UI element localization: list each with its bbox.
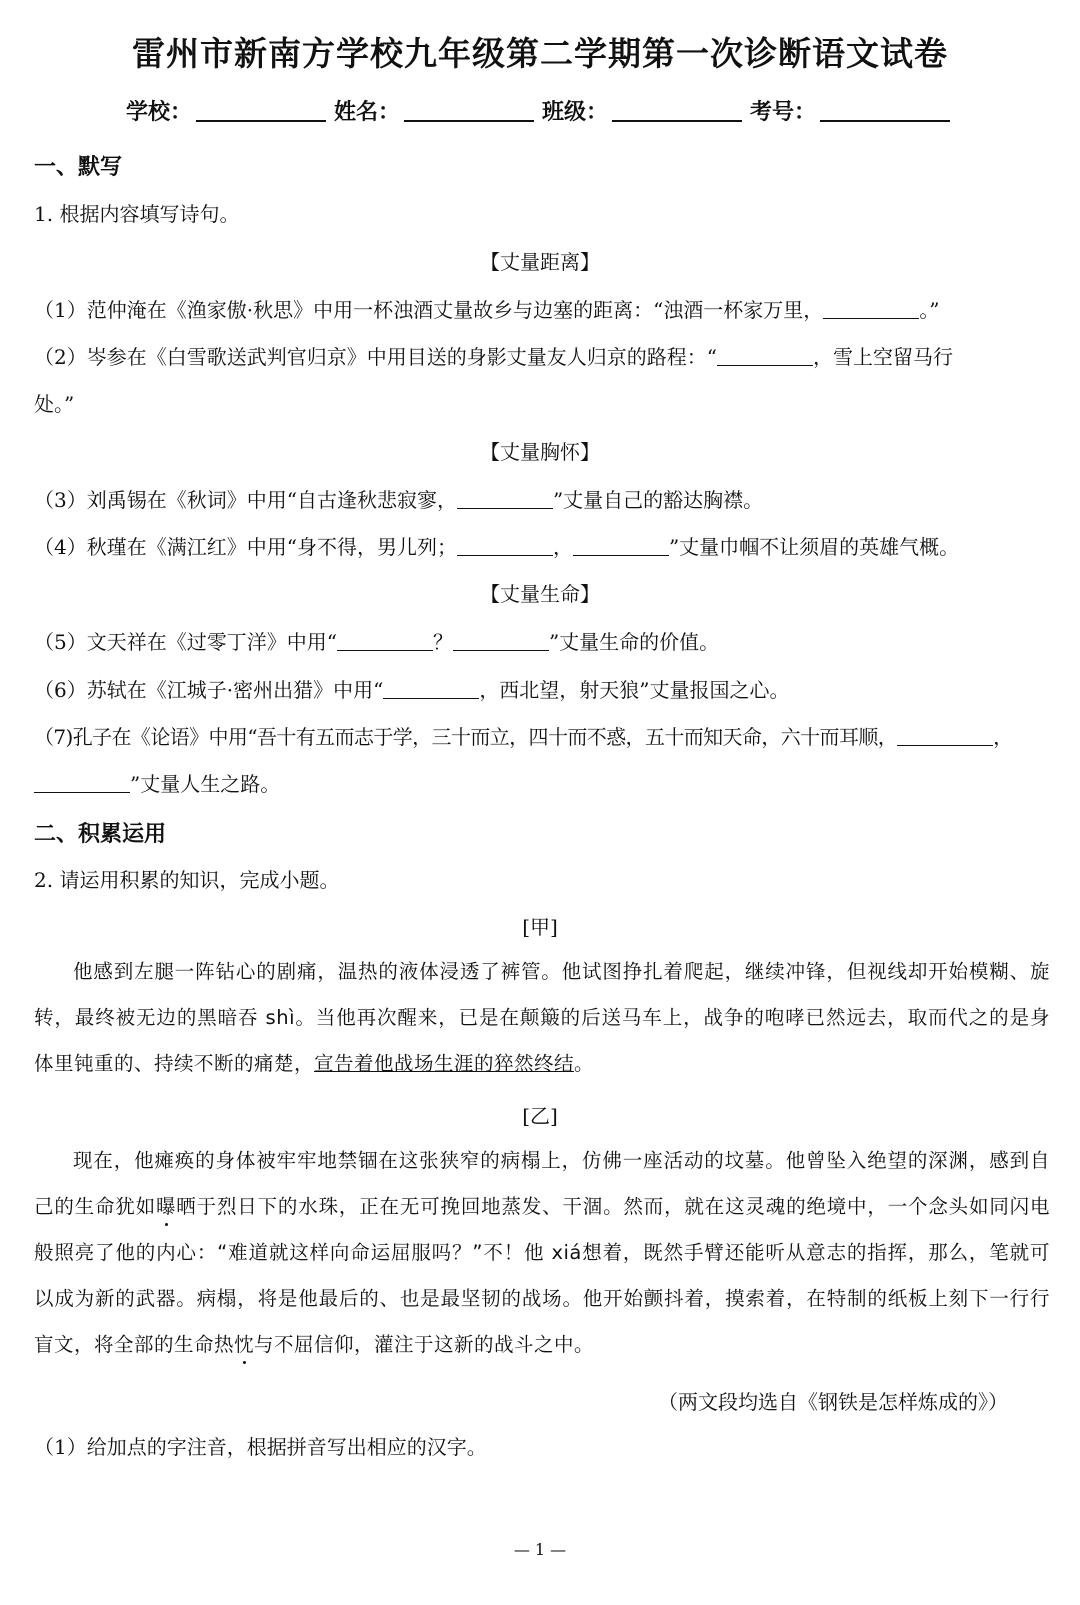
item3: （3）刘禹锡在《秋词》中用“自古逢秋悲寂寥， ”丈量自己的豁达胸襟。 <box>34 488 764 512</box>
item5: （5）文天祥在《过零丁洋》中用“ ？ ”丈量生命的价值。 <box>34 630 720 654</box>
item2: （2）岑参在《白雪歌送武判官归京》中用目送的身影丈量友人归京的路程：“ ，雪上空留马行 <box>34 345 953 369</box>
exam-title: 雷州市新南方学校九年级第二学期第一次诊断语文试卷 <box>132 34 948 73</box>
q1-stem: 1. 根据内容填写诗句。 <box>34 202 240 226</box>
source-note: （两文段均选自《钢铁是怎样炼成的》） <box>658 1390 1008 1414</box>
item4-blank-a[interactable] <box>457 535 553 556</box>
item4-blank-b[interactable] <box>573 535 669 556</box>
dotted-char-1: 曝 <box>155 1195 177 1218</box>
student-info-row <box>0 95 1080 126</box>
item5-blank-b[interactable] <box>453 630 549 651</box>
name-blank[interactable] <box>404 100 534 122</box>
item2-cont: 处。” <box>34 392 75 416</box>
section1-heading: 一、默写 <box>34 155 123 180</box>
item4: （4）秋瑾在《满江红》中用“身不得，男儿列； ， ”丈量巾帼不让须眉的英雄气概。 <box>34 535 960 559</box>
number-field: 考号： <box>750 95 954 126</box>
group-life: 【丈量生命】 <box>480 582 600 606</box>
school-blank[interactable] <box>196 100 326 122</box>
page-number: — 1 — <box>513 1540 567 1559</box>
item7-blank-b[interactable] <box>34 772 130 793</box>
item6: （6）苏轼在《江城子·密州出猎》中用“ ，西北望，射天狼”丈量报国之心。 <box>34 678 790 702</box>
dotted-char-2: 忱 <box>234 1333 255 1356</box>
q2-stem: 2. 请运用积累的知识，完成小题。 <box>34 868 340 892</box>
group-distance: 【丈量距离】 <box>480 250 600 274</box>
item7-cont: ”丈量人生之路。 <box>34 770 280 798</box>
underlined-sentence: 宣告着他战场生涯的猝然终结 <box>314 1052 575 1075</box>
item1: （1）范仲淹在《渔家傲·秋思》中用一杯浊酒丈量故乡与边塞的距离：“浊酒一杯家万里， 。” <box>34 298 940 322</box>
passage-yi-label: [乙] <box>522 1104 558 1128</box>
item2-blank[interactable] <box>717 345 813 366</box>
sub-question-1: （1）给加点的字注音，根据拼音写出相应的汉字。 <box>34 1435 487 1459</box>
class-field: 班级： <box>542 95 746 126</box>
section2-heading: 二、积累运用 <box>34 822 167 847</box>
passage-jia: 他感到左腿一阵钻心的剧痛，温热的液体浸透了裤管。他试图挣扎着爬起，继续冲锋，但视线却开始模糊、旋转，最终被无边的黑暗吞 shì。当他再次醒来，已是在颠簸的后送马车上，战争的咆哮已然远去，取而代之的是身体里钝重的、持续不断的痛楚，宣告着他战场生涯的猝然终结。 <box>34 960 1050 1075</box>
item1-blank[interactable] <box>823 298 919 319</box>
item3-blank[interactable] <box>457 488 553 509</box>
item5-blank-a[interactable] <box>337 630 433 651</box>
number-blank[interactable] <box>820 100 950 122</box>
item7: （7)孔子在《论语》中用“吾十有五而志于学，三十而立，四十而不惑，五十而知天命，六十而耳顺， ， <box>34 725 1013 749</box>
item7-blank-a[interactable] <box>897 725 993 746</box>
passage-yi: 现在，他瘫痪的身体被牢牢地禁锢在这张狭窄的病榻上，仿佛一座活动的坟墓。他曾坠入绝望的深渊，感到自己的生命犹如曝晒于烈日下的水珠，正在无可挽回地蒸发、干涸。然而，就在这灵魂的绝境中，一个念头如同闪电般照亮了他的内心：“难道就这样向命运屈服吗？”不！他 xiá想着，既然手臂还能听从意志的指挥，那么，笔就可以成为新的武器。病榻，将是他最后的、也是最坚韧的战场。他开始颤抖着，摸索着，在特制的纸板上刻下一行行盲文，将全部的生命热忱与不屈信仰，灌注于这新的战斗之中。 <box>34 1149 1050 1356</box>
passage-jia-label: [甲] <box>522 915 558 939</box>
school-field: 学校： <box>126 95 330 126</box>
item6-blank[interactable] <box>383 678 479 699</box>
class-blank[interactable] <box>612 100 742 122</box>
group-mind: 【丈量胸怀】 <box>480 440 600 464</box>
name-field: 姓名： <box>334 95 538 126</box>
